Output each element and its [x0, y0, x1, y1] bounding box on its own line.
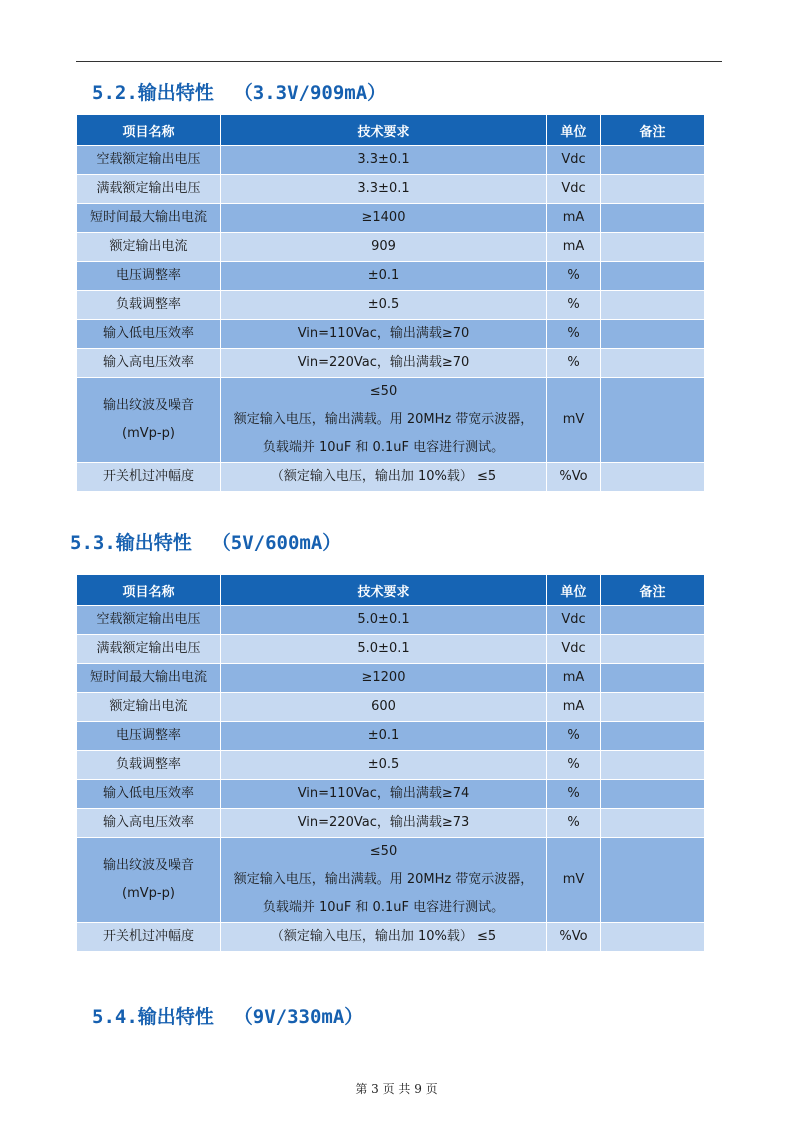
cell-name: 短时间最大输出电流: [77, 204, 221, 233]
cell-unit: mA: [547, 664, 601, 693]
section-title-5-3: [70, 528, 341, 555]
cell-req: （额定输入电压，输出加 10%载） ≤5: [221, 463, 547, 492]
cell-name: 电压调整率: [77, 722, 221, 751]
cell-note: [601, 809, 705, 838]
cell-note: [601, 751, 705, 780]
cell-req: 3.3±0.1: [221, 146, 547, 175]
table-row: [77, 320, 705, 349]
cell-name: 电压调整率: [77, 262, 221, 291]
cell-unit: Vdc: [547, 146, 601, 175]
cell-name: 输入高电压效率: [77, 349, 221, 378]
cell-unit: %: [547, 320, 601, 349]
cell-note: [601, 378, 705, 463]
cell-req: Vin=220Vac，输出满载≥73: [221, 809, 547, 838]
cell-name: 额定输出电流: [77, 233, 221, 262]
cell-name: 负载调整率: [77, 291, 221, 320]
table-row: [77, 923, 705, 952]
cell-name: 短时间最大输出电流: [77, 664, 221, 693]
cell-unit: %: [547, 262, 601, 291]
cell-name: 额定输出电流: [77, 693, 221, 722]
section-number-title: 5.2.输出特性: [92, 82, 214, 104]
table-row: [77, 606, 705, 635]
table-row: [77, 175, 705, 204]
cell-req-line3: 负载端并 10uF 和 0.1uF 电容进行测试。: [262, 440, 505, 455]
section-spec: （5V/600mA）: [211, 532, 342, 554]
cell-name-line1: 输出纹波及噪音: [102, 858, 194, 873]
section-number-title: 5.4.输出特性: [92, 1006, 214, 1028]
cell-note: [601, 635, 705, 664]
header-note: 备注: [601, 575, 705, 606]
cell-name: 输入低电压效率: [77, 780, 221, 809]
header-note: 备注: [601, 115, 705, 146]
cell-unit: Vdc: [547, 606, 601, 635]
cell-unit: mV: [547, 378, 601, 463]
cell-name-line2: (mVp-p): [122, 426, 175, 441]
table-row: [77, 233, 705, 262]
cell-unit: %: [547, 349, 601, 378]
table-row: [77, 463, 705, 492]
cell-note: [601, 146, 705, 175]
cell-note: [601, 204, 705, 233]
cell-req: ≥1400: [221, 204, 547, 233]
cell-note: [601, 349, 705, 378]
section-spec: （9V/330mA）: [233, 1006, 364, 1028]
cell-note: [601, 780, 705, 809]
table-row: [77, 751, 705, 780]
header-name: 项目名称: [77, 575, 221, 606]
cell-unit: %: [547, 291, 601, 320]
table-header-row: [77, 115, 705, 146]
table-row: [77, 722, 705, 751]
table-row: [77, 664, 705, 693]
cell-req: ≥1200: [221, 664, 547, 693]
cell-unit: mA: [547, 204, 601, 233]
header-unit: 单位: [547, 115, 601, 146]
cell-name: 满载额定输出电压: [77, 635, 221, 664]
cell-note: [601, 291, 705, 320]
cell-req-line2: 额定输入电压，输出满载。用 20MHz 带宽示波器，: [233, 872, 534, 887]
section-title-5-4: [92, 1002, 363, 1029]
cell-note: [601, 463, 705, 492]
table-row: [77, 262, 705, 291]
cell-unit: %: [547, 809, 601, 838]
table-row: [77, 838, 705, 923]
cell-note: [601, 923, 705, 952]
table-row: [77, 146, 705, 175]
cell-req-line2: 额定输入电压，输出满载。用 20MHz 带宽示波器，: [233, 412, 534, 427]
cell-unit: mA: [547, 693, 601, 722]
cell-unit: %: [547, 780, 601, 809]
cell-name: 输入低电压效率: [77, 320, 221, 349]
cell-req: 3.3±0.1: [221, 175, 547, 204]
cell-name-line2: (mVp-p): [122, 886, 175, 901]
cell-note: [601, 175, 705, 204]
cell-name: 空载额定输出电压: [77, 606, 221, 635]
header-rule: [76, 61, 722, 62]
cell-req: ±0.1: [221, 262, 547, 291]
table-row: [77, 809, 705, 838]
table-row: [77, 349, 705, 378]
cell-unit: Vdc: [547, 635, 601, 664]
cell-name: 空载额定输出电压: [77, 146, 221, 175]
cell-note: [601, 838, 705, 923]
cell-unit: %: [547, 722, 601, 751]
header-name: 项目名称: [77, 115, 221, 146]
spec-table-5v: [76, 574, 705, 952]
table-row: [77, 378, 705, 463]
cell-unit: mA: [547, 233, 601, 262]
cell-note: [601, 606, 705, 635]
cell-req-line3: 负载端并 10uF 和 0.1uF 电容进行测试。: [262, 900, 505, 915]
cell-req-line1: ≤50: [369, 384, 398, 399]
cell-unit: %Vo: [547, 923, 601, 952]
header-req: 技术要求: [221, 575, 547, 606]
section-spec: （3.3V/909mA）: [233, 82, 387, 104]
table-row: [77, 693, 705, 722]
cell-name: 开关机过冲幅度: [77, 923, 221, 952]
table-header-row: [77, 575, 705, 606]
section-number-title: 5.3.输出特性: [70, 532, 192, 554]
page-footer: 第 3 页 共 9 页: [355, 1082, 438, 1096]
cell-note: [601, 233, 705, 262]
cell-unit: Vdc: [547, 175, 601, 204]
section-title-5-2: [92, 78, 386, 105]
cell-note: [601, 722, 705, 751]
cell-req: Vin=220Vac，输出满载≥70: [221, 349, 547, 378]
cell-req: Vin=110Vac，输出满载≥74: [221, 780, 547, 809]
table-row: [77, 204, 705, 233]
table-row: [77, 635, 705, 664]
cell-name: 负载调整率: [77, 751, 221, 780]
cell-note: [601, 320, 705, 349]
cell-req: ±0.5: [221, 291, 547, 320]
cell-req: 909: [221, 233, 547, 262]
cell-unit: %: [547, 751, 601, 780]
cell-req: [221, 838, 547, 923]
cell-name-line1: 输出纹波及噪音: [102, 398, 194, 413]
cell-unit: %Vo: [547, 463, 601, 492]
cell-name: 开关机过冲幅度: [77, 463, 221, 492]
cell-unit: mV: [547, 838, 601, 923]
cell-req: [221, 378, 547, 463]
table-row: [77, 291, 705, 320]
cell-req: Vin=110Vac，输出满载≥70: [221, 320, 547, 349]
cell-note: [601, 262, 705, 291]
cell-req: （额定输入电压，输出加 10%载） ≤5: [221, 923, 547, 952]
cell-name: 输入高电压效率: [77, 809, 221, 838]
cell-req: 5.0±0.1: [221, 606, 547, 635]
cell-note: [601, 664, 705, 693]
cell-name: 满载额定输出电压: [77, 175, 221, 204]
header-unit: 单位: [547, 575, 601, 606]
header-req: 技术要求: [221, 115, 547, 146]
cell-req: 5.0±0.1: [221, 635, 547, 664]
cell-req: ±0.1: [221, 722, 547, 751]
cell-name: [77, 838, 221, 923]
table-row: [77, 780, 705, 809]
cell-req-line1: ≤50: [369, 844, 398, 859]
cell-req: 600: [221, 693, 547, 722]
cell-name: [77, 378, 221, 463]
spec-table-3v3: [76, 114, 705, 492]
cell-note: [601, 693, 705, 722]
cell-req: ±0.5: [221, 751, 547, 780]
